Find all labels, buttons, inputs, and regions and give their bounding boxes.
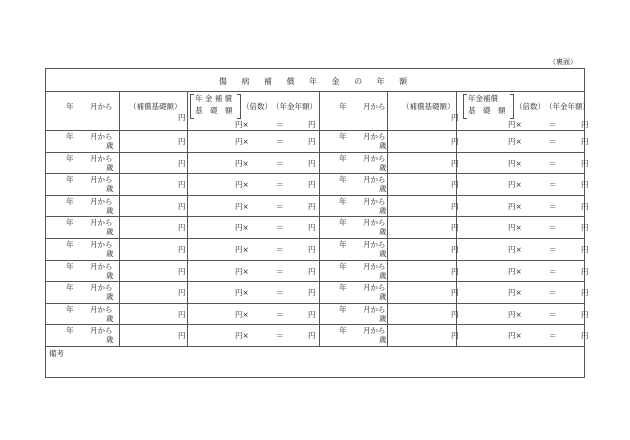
row-yen-base: 円 — [451, 180, 459, 190]
row-year: 年 — [66, 240, 74, 249]
row-equals: ＝ — [549, 309, 557, 319]
row-equals: ＝ — [549, 137, 557, 146]
row-equals: ＝ — [276, 201, 284, 211]
column-divider — [187, 91, 188, 346]
bracket-left — [190, 94, 194, 119]
row-month-from: 月から — [90, 132, 113, 141]
row-year: 年 — [66, 175, 74, 185]
header-yen: 円 — [178, 113, 186, 122]
row-year: 年 — [66, 261, 74, 271]
row-divider — [46, 216, 584, 217]
row-age: 歳 — [379, 227, 387, 237]
row-month-from: 月から — [363, 283, 386, 293]
row-yen-times: 円× — [235, 309, 249, 319]
row-month-from: 月から — [363, 196, 386, 206]
row-yen-base: 円 — [178, 309, 186, 319]
row-month-from: 月から — [90, 283, 113, 293]
row-year: 年 — [339, 326, 347, 336]
row-yen-times: 円× — [508, 245, 522, 254]
row-equals: ＝ — [276, 223, 284, 233]
row-yen-annual: 円 — [308, 309, 316, 319]
row-yen-base: 円 — [178, 223, 186, 233]
row-year: 年 — [339, 153, 347, 163]
row-yen-base: 円 — [178, 266, 186, 276]
row-yen-times: 円× — [508, 158, 522, 168]
row-equals: ＝ — [276, 266, 284, 276]
header-pension-base-2: 基 礎 額 — [468, 106, 506, 115]
row-age: 歳 — [379, 270, 387, 280]
row-equals: ＝ — [276, 331, 284, 341]
header-yen-times: 円× — [235, 120, 249, 129]
row-age: 歳 — [106, 249, 114, 258]
row-month-from: 月から — [90, 261, 113, 271]
header-equals: ＝ — [276, 120, 284, 129]
row-year: 年 — [66, 304, 74, 314]
header-yen-times: 円× — [508, 120, 522, 129]
row-year: 年 — [339, 132, 347, 141]
row-age: 歳 — [106, 227, 114, 237]
row-yen-base: 円 — [451, 201, 459, 211]
form-title: 傷 病 補 償 年 金 の 年 額 — [218, 77, 414, 86]
row-yen-times: 円× — [235, 331, 249, 341]
row-yen-times: 円× — [508, 180, 522, 190]
header-base-amount: （補償基礎額） — [402, 102, 455, 111]
row-equals: ＝ — [276, 309, 284, 319]
row-age: 歳 — [379, 205, 387, 215]
row-yen-annual: 円 — [308, 245, 316, 254]
row-yen-annual: 円 — [581, 266, 589, 276]
row-equals: ＝ — [549, 266, 557, 276]
row-divider — [46, 303, 584, 304]
row-yen-base: 円 — [451, 137, 459, 146]
bracket-right — [510, 94, 514, 119]
row-divider — [46, 324, 584, 325]
row-year: 年 — [339, 196, 347, 206]
row-year: 年 — [66, 153, 74, 163]
row-yen-annual: 円 — [581, 245, 589, 254]
row-yen-times: 円× — [508, 201, 522, 211]
header-annual-amount: （年金年額） — [272, 102, 317, 111]
row-yen-times: 円× — [508, 266, 522, 276]
column-divider — [319, 91, 320, 346]
row-age: 歳 — [106, 162, 114, 172]
row-yen-base: 円 — [178, 158, 186, 168]
row-age: 歳 — [106, 141, 114, 150]
header-annual-amount: （年金年額） — [545, 102, 590, 111]
header-multiplier: （倍数） — [242, 102, 272, 111]
row-year: 年 — [339, 283, 347, 293]
row-age: 歳 — [379, 335, 387, 345]
row-age: 歳 — [379, 162, 387, 172]
row-equals: ＝ — [549, 223, 557, 233]
row-month-from: 月から — [90, 304, 113, 314]
row-month-from: 月から — [90, 326, 113, 336]
row-age: 歳 — [106, 184, 114, 194]
row-yen-annual: 円 — [581, 288, 589, 298]
row-equals: ＝ — [549, 180, 557, 190]
bracket-right — [237, 94, 241, 119]
header-pension-base-2: 基 礎 額 — [195, 106, 233, 115]
page-side-label: （裏面） — [549, 58, 577, 66]
row-yen-times: 円× — [508, 309, 522, 319]
row-divider — [46, 238, 584, 239]
row-divider — [46, 195, 584, 196]
row-yen-annual: 円 — [581, 331, 589, 341]
row-yen-times: 円× — [235, 137, 249, 146]
column-divider — [387, 91, 388, 346]
row-equals: ＝ — [276, 158, 284, 168]
row-year: 年 — [339, 261, 347, 271]
header-yen-annual: 円 — [581, 120, 589, 129]
row-equals: ＝ — [549, 331, 557, 341]
row-month-from: 月から — [363, 326, 386, 336]
row-yen-base: 円 — [178, 245, 186, 254]
row-yen-times: 円× — [508, 137, 522, 146]
row-yen-base: 円 — [451, 223, 459, 233]
row-yen-base: 円 — [178, 331, 186, 341]
header-pension-base-1: 年 金 補 償 — [195, 94, 233, 103]
row-yen-annual: 円 — [308, 137, 316, 146]
row-yen-base: 円 — [178, 201, 186, 211]
row-yen-times: 円× — [235, 201, 249, 211]
row-age: 歳 — [106, 292, 114, 302]
header-yen-annual: 円 — [308, 120, 316, 129]
header-pension-base-1: 年金補償 — [468, 94, 498, 103]
column-divider — [119, 91, 120, 346]
row-age: 歳 — [106, 270, 114, 280]
row-yen-times: 円× — [508, 288, 522, 298]
row-yen-annual: 円 — [581, 223, 589, 233]
row-equals: ＝ — [549, 288, 557, 298]
row-equals: ＝ — [549, 245, 557, 254]
row-yen-annual: 円 — [308, 331, 316, 341]
row-yen-annual: 円 — [581, 309, 589, 319]
row-yen-base: 円 — [451, 288, 459, 298]
row-year: 年 — [339, 304, 347, 314]
row-yen-times: 円× — [508, 223, 522, 233]
row-yen-times: 円× — [235, 180, 249, 190]
row-yen-annual: 円 — [581, 201, 589, 211]
row-month-from: 月から — [363, 153, 386, 163]
row-month-from: 月から — [90, 218, 113, 228]
row-month-from: 月から — [363, 175, 386, 185]
form-frame — [45, 68, 590, 378]
row-yen-times: 円× — [235, 288, 249, 298]
header-multiplier: （倍数） — [515, 102, 545, 111]
row-age: 歳 — [379, 313, 387, 323]
row-month-from: 月から — [363, 218, 386, 228]
row-year: 年 — [66, 326, 74, 336]
row-yen-times: 円× — [508, 331, 522, 341]
row-age: 歳 — [106, 205, 114, 215]
row-yen-times: 円× — [235, 245, 249, 254]
header-base-amount: （補償基礎額） — [129, 102, 182, 111]
row-yen-base: 円 — [451, 331, 459, 341]
row-age: 歳 — [106, 335, 114, 345]
remarks-label: 備考 — [49, 349, 64, 358]
row-divider — [46, 346, 584, 347]
row-month-from: 月から — [363, 304, 386, 314]
row-age: 歳 — [379, 249, 387, 258]
row-equals: ＝ — [276, 245, 284, 254]
row-year: 年 — [66, 196, 74, 206]
row-yen-base: 円 — [178, 137, 186, 146]
column-divider — [456, 91, 457, 346]
header-year: 年 — [66, 102, 74, 111]
row-age: 歳 — [379, 292, 387, 302]
title-divider — [46, 91, 584, 92]
row-age: 歳 — [379, 184, 387, 194]
header-month-from: 月から — [363, 102, 386, 111]
row-month-from: 月から — [90, 175, 113, 185]
row-equals: ＝ — [276, 288, 284, 298]
row-age: 歳 — [379, 141, 387, 150]
row-yen-annual: 円 — [581, 158, 589, 168]
row-equals: ＝ — [276, 137, 284, 146]
header-year: 年 — [339, 102, 347, 111]
row-yen-base: 円 — [178, 180, 186, 190]
row-yen-annual: 円 — [308, 180, 316, 190]
header-yen: 円 — [451, 113, 459, 122]
row-yen-annual: 円 — [308, 266, 316, 276]
row-year: 年 — [339, 218, 347, 228]
row-month-from: 月から — [90, 240, 113, 249]
row-month-from: 月から — [363, 132, 386, 141]
row-divider — [46, 173, 584, 174]
row-yen-times: 円× — [235, 266, 249, 276]
row-yen-times: 円× — [235, 158, 249, 168]
row-year: 年 — [66, 132, 74, 141]
row-month-from: 月から — [90, 196, 113, 206]
row-equals: ＝ — [276, 180, 284, 190]
row-yen-annual: 円 — [581, 137, 589, 146]
row-divider — [46, 281, 584, 282]
row-yen-times: 円× — [235, 223, 249, 233]
row-yen-annual: 円 — [308, 158, 316, 168]
row-divider — [46, 130, 584, 131]
row-yen-annual: 円 — [581, 180, 589, 190]
row-yen-base: 円 — [451, 158, 459, 168]
row-yen-base: 円 — [178, 288, 186, 298]
row-yen-annual: 円 — [308, 201, 316, 211]
row-age: 歳 — [106, 313, 114, 323]
row-yen-annual: 円 — [308, 288, 316, 298]
header-month-from: 月から — [90, 102, 113, 111]
row-month-from: 月から — [363, 261, 386, 271]
row-year: 年 — [66, 283, 74, 293]
row-year: 年 — [339, 240, 347, 249]
row-yen-base: 円 — [451, 266, 459, 276]
bracket-left — [463, 94, 467, 119]
row-month-from: 月から — [363, 240, 386, 249]
row-year: 年 — [339, 175, 347, 185]
row-year: 年 — [66, 218, 74, 228]
row-divider — [46, 260, 584, 261]
row-yen-base: 円 — [451, 245, 459, 254]
row-yen-annual: 円 — [308, 223, 316, 233]
row-equals: ＝ — [549, 158, 557, 168]
row-divider — [46, 152, 584, 153]
row-yen-base: 円 — [451, 309, 459, 319]
header-equals: ＝ — [549, 120, 557, 129]
row-equals: ＝ — [549, 201, 557, 211]
row-month-from: 月から — [90, 153, 113, 163]
